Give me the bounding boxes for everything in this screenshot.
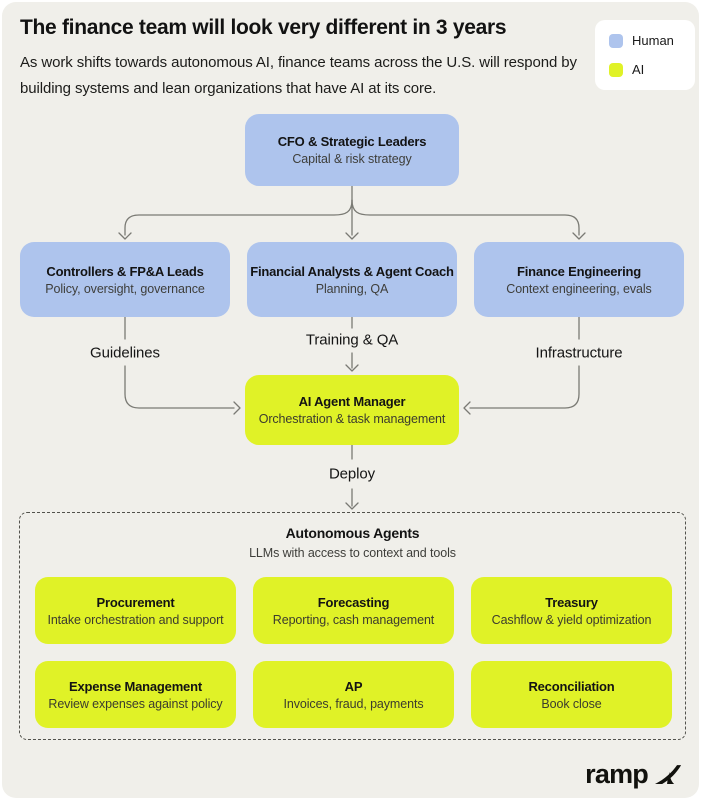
node-expense-management-title: Expense Management (69, 678, 202, 694)
node-reconciliation-title: Reconciliation (528, 678, 615, 694)
node-controllers-title: Controllers & FP&A Leads (46, 263, 204, 279)
arrowhead-manager-top (346, 365, 358, 371)
node-forecasting-title: Forecasting (317, 594, 390, 610)
edge-label-training-qa: Training & QA (305, 331, 399, 349)
node-expense-management (35, 661, 236, 728)
node-ap-title: AP (344, 678, 363, 694)
autonomous-agents-title: Autonomous Agents (285, 525, 420, 541)
ai-color-swatch (609, 63, 623, 77)
page-title: The finance team will look very different in 3 years (20, 16, 507, 39)
node-finance-engineering-title: Finance Engineering (516, 263, 642, 279)
node-cfo-title: CFO & Strategic Leaders (277, 134, 427, 149)
connector-cfo-to-controllers (125, 200, 352, 235)
node-controllers-subtitle: Policy, oversight, governance (45, 281, 205, 296)
connector-guidelines-lower (125, 366, 234, 408)
autonomous-agents-subtitle: LLMs with access to context and tools (249, 546, 456, 560)
node-forecasting (253, 577, 454, 644)
connector-cfo-to-engineering (352, 200, 579, 235)
node-procurement-title: Procurement (96, 594, 175, 610)
node-procurement (35, 577, 236, 644)
arrowhead-agents (346, 503, 358, 509)
node-reconciliation (471, 661, 672, 728)
arrowhead-analysts (346, 233, 358, 239)
node-cfo (245, 114, 459, 186)
node-treasury-title: Treasury (545, 594, 598, 610)
node-ai-agent-manager (245, 375, 459, 445)
ramp-logo (585, 759, 682, 790)
autonomous-agents-container (19, 512, 686, 740)
node-financial-analysts (247, 242, 457, 317)
node-reconciliation-subtitle: Book close (541, 696, 602, 711)
edge-label-infrastructure: Infrastructure (535, 344, 623, 362)
legend-label-human: Human (632, 33, 674, 48)
legend (595, 20, 695, 90)
ramp-wordmark: ramp (585, 759, 648, 789)
arrowhead-manager-left (234, 402, 240, 414)
node-financial-analysts-subtitle: Planning, QA (315, 281, 389, 296)
human-color-swatch (609, 34, 623, 48)
node-ai-agent-manager-title: AI Agent Manager (298, 394, 406, 409)
node-controllers (20, 242, 230, 317)
node-finance-engineering (474, 242, 684, 317)
node-treasury (471, 577, 672, 644)
node-ai-agent-manager-subtitle: Orchestration & task management (258, 412, 446, 426)
connector-infrastructure-lower (470, 366, 579, 408)
node-cfo-subtitle: Capital & risk strategy (292, 152, 412, 166)
arrowhead-controllers (119, 233, 131, 239)
node-forecasting-subtitle: Reporting, cash management (272, 612, 435, 627)
edge-label-deploy: Deploy (328, 465, 376, 483)
arrowhead-manager-right (464, 402, 470, 414)
node-financial-analysts-title: Financial Analysts & Agent Coach (250, 263, 454, 279)
legend-item-human (609, 33, 681, 48)
node-finance-engineering-subtitle: Context engineering, evals (506, 281, 652, 296)
node-expense-management-subtitle: Review expenses against policy (48, 696, 223, 711)
node-procurement-subtitle: Intake orchestration and support (47, 612, 224, 627)
page-subtitle: As work shifts towards autonomous AI, finance teams across the U.S. will respond by building systems and lean organizations that have AI at its core. (20, 54, 577, 97)
node-treasury-subtitle: Cashflow & yield optimization (491, 612, 652, 627)
legend-item-ai (609, 62, 681, 77)
edge-label-guidelines: Guidelines (90, 344, 160, 362)
ramp-swoosh-icon (655, 765, 682, 785)
arrowhead-engineering (573, 233, 585, 239)
node-ap-subtitle: Invoices, fraud, payments (283, 696, 424, 711)
legend-label-ai: AI (632, 62, 645, 77)
infographic-canvas (2, 2, 699, 798)
node-ap (253, 661, 454, 728)
